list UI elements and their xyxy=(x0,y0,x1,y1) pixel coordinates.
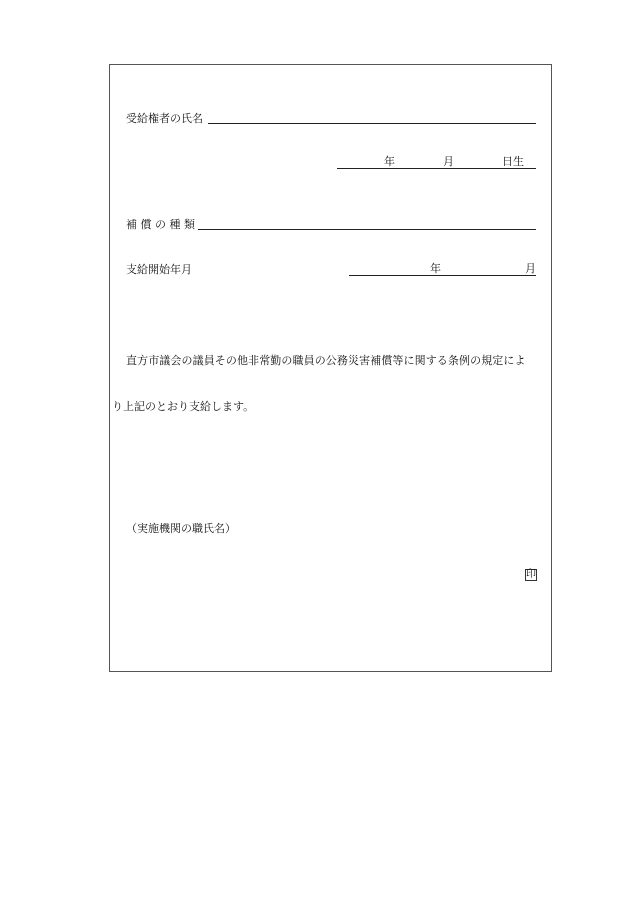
birth-month-label: 月 xyxy=(443,155,454,168)
recipient-name-label: 受給権者の氏名 xyxy=(126,112,203,125)
birth-day-label: 日生 xyxy=(502,155,524,168)
agency-label: （実施機関の職氏名） xyxy=(126,522,236,535)
statement-line-1: 直方市議会の議員その他非常勤の職員の公務災害補償等に関する条例の規定によ xyxy=(126,354,526,367)
payment-month-label: 月 xyxy=(525,262,536,275)
compensation-type-label: 補 償 の 種 類 xyxy=(126,218,195,231)
payment-start-label: 支給開始年月 xyxy=(126,263,192,276)
recipient-name-line xyxy=(208,123,536,124)
compensation-type-line xyxy=(198,229,536,230)
form-frame xyxy=(109,64,552,672)
birth-year-label: 年 xyxy=(384,155,395,168)
seal-mark: 印 xyxy=(526,569,536,580)
payment-start-line xyxy=(349,275,536,276)
payment-year-label: 年 xyxy=(430,262,441,275)
statement-line-2: り上記のとおり支給します。 xyxy=(112,400,255,413)
